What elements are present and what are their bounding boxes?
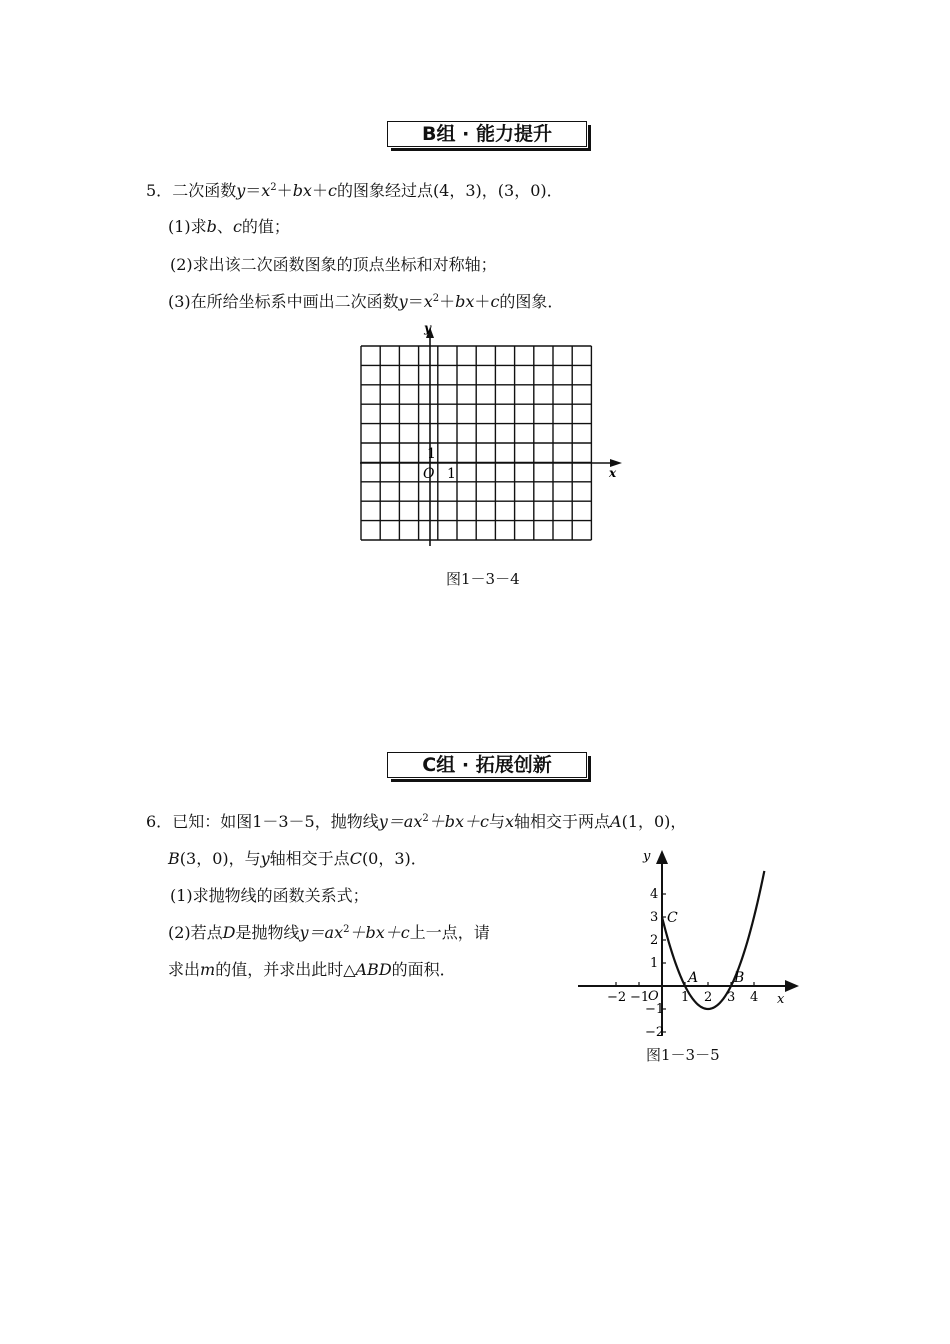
y-axis-arrow xyxy=(656,850,668,864)
x-tick-label: 1 xyxy=(681,990,690,1005)
point-labels xyxy=(667,910,744,986)
group-c-title: C组 · 拓展创新 xyxy=(387,752,587,778)
y-axis-label: y xyxy=(424,321,431,335)
y-tick-label: 2 xyxy=(650,933,659,948)
point-label-c: C xyxy=(667,910,678,926)
q5-stem: 5．二次函数$y=x^2+bx+c$的图象经过点(4，3)，(3，0)． xyxy=(146,181,563,200)
y-tick-label: 3 xyxy=(650,910,659,925)
figure-caption-1-3-4: 图1－3－4 xyxy=(446,570,520,588)
group-b-title: B组 · 能力提升 xyxy=(387,121,587,147)
parabola-curve xyxy=(662,871,764,1009)
x-axis-label: x xyxy=(609,466,617,480)
origin-label: O xyxy=(648,989,659,1004)
parabola-chart xyxy=(570,843,805,1040)
x-axis-label: x xyxy=(777,992,785,1007)
x-tick-label: −1 xyxy=(630,990,650,1005)
grid-figure xyxy=(350,318,630,553)
x-tick-label: −2 xyxy=(607,990,627,1005)
q6-part3: 求出m的值，并求出此时△ABD的面积． xyxy=(168,960,456,979)
y-tick-label: 1 xyxy=(650,956,659,971)
q6-part1: (1)求抛物线的函数关系式； xyxy=(170,886,369,905)
y-axis-label: y xyxy=(643,849,651,864)
point-label-b: B xyxy=(734,970,745,986)
q5-part3: (3)在所给坐标系中画出二次函数$y=x^2+bx+c$的图象． xyxy=(168,292,564,311)
group-c-banner xyxy=(387,752,593,784)
x-unit-label: 1 xyxy=(447,466,456,482)
x-tick-label: 2 xyxy=(704,990,713,1005)
x-tick-label: 3 xyxy=(727,990,736,1005)
x-axis-arrow xyxy=(785,980,799,992)
y-tick-label: 4 xyxy=(650,887,659,902)
x-tick-label: 4 xyxy=(750,990,759,1005)
figure-caption-1-3-5: 图1－3－5 xyxy=(646,1046,720,1064)
q5-part2: (2)求出该二次函数图象的顶点坐标和对称轴； xyxy=(170,255,497,274)
y-unit-label: 1 xyxy=(427,446,436,462)
q6-part2: (2)若点D是抛物线$y=ax^2+bx+c$上一点，请 xyxy=(168,923,490,942)
y-tick-label: −2 xyxy=(645,1025,665,1040)
y-tick-label: −1 xyxy=(645,1002,665,1017)
group-b-banner xyxy=(387,121,593,153)
q6-stem-line1: 6．已知：如图1－3－5，抛物线$y=ax^2+bx+c$与x轴相交于两点A(1，0)， xyxy=(146,812,687,831)
point-label-a: A xyxy=(688,970,699,986)
grid-lines xyxy=(361,346,591,540)
q6-stem-line2: B(3，0)，与y轴相交于点C(0，3)． xyxy=(168,849,427,868)
origin-label: O xyxy=(423,466,435,482)
q5-part1: (1)求b、c的值； xyxy=(168,217,290,236)
